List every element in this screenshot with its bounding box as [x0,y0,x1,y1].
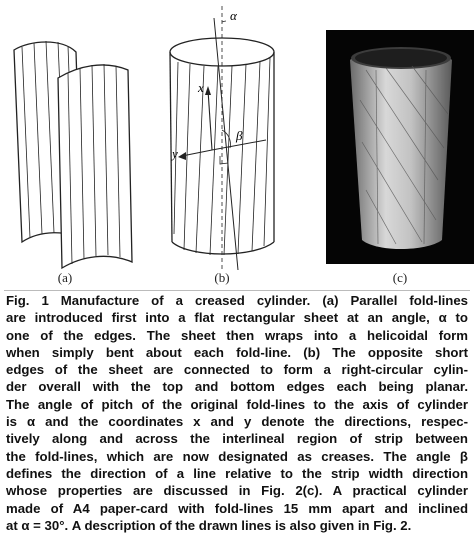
caption-line: whose properties are discussed in Fig. 2(c). A practical cylinder [6,483,468,499]
beta-symbol: β [236,128,243,143]
panel-a-helicoidal-sheet [0,30,140,270]
caption-line: made of A4 paper-card with fold-lines 15 mm apart and inclined [6,500,468,516]
caption-line: defines the direction of a line relative to the strip width direction [6,465,468,481]
caption-line: one of the edges. The sheet then wraps into a helicoidal form [6,327,468,343]
caption-line: Fig. 1 Manufacture of a creased cylinder. (a) Parallel fold-lines [6,293,468,308]
panel-c-cylinder-photo [326,30,474,264]
caption-line: tively along and across the interlineal region of strip between [6,431,468,447]
caption-line: der overall with the top and bottom edges each being planar. [6,379,468,395]
caption-line: are introduced first into a flat rectangular sheet at an angle, α to [6,310,468,326]
panel-b-cylinder-diagram [150,0,310,272]
panel-a-label: (a) [57,270,73,285]
caption-line: the fold-lines, which are now designated as creases. The angle β [6,448,468,464]
alpha-symbol: α [230,8,237,23]
y-axis-symbol: y [172,146,178,161]
caption-line: when simply bent about each fold-line. (b) The opposite short [6,344,468,360]
panel-c-label: (c) [392,270,408,285]
caption-line: at α = 30°. A description of the drawn lines is also given in Fig. 2. [6,517,412,533]
figure-caption-divider [4,290,470,291]
panel-b-label: (b) [214,270,230,285]
caption-line: edges of the sheet are connected to form a right-circular cylin- [6,362,468,378]
caption-line: is α and the coordinates x and y denote the directions, respec- [6,414,468,430]
caption-line: The angle of pitch of the original fold-lines to the axis of cylinder [6,396,468,412]
figure-caption [6,292,468,534]
x-axis-symbol: x [198,80,204,95]
